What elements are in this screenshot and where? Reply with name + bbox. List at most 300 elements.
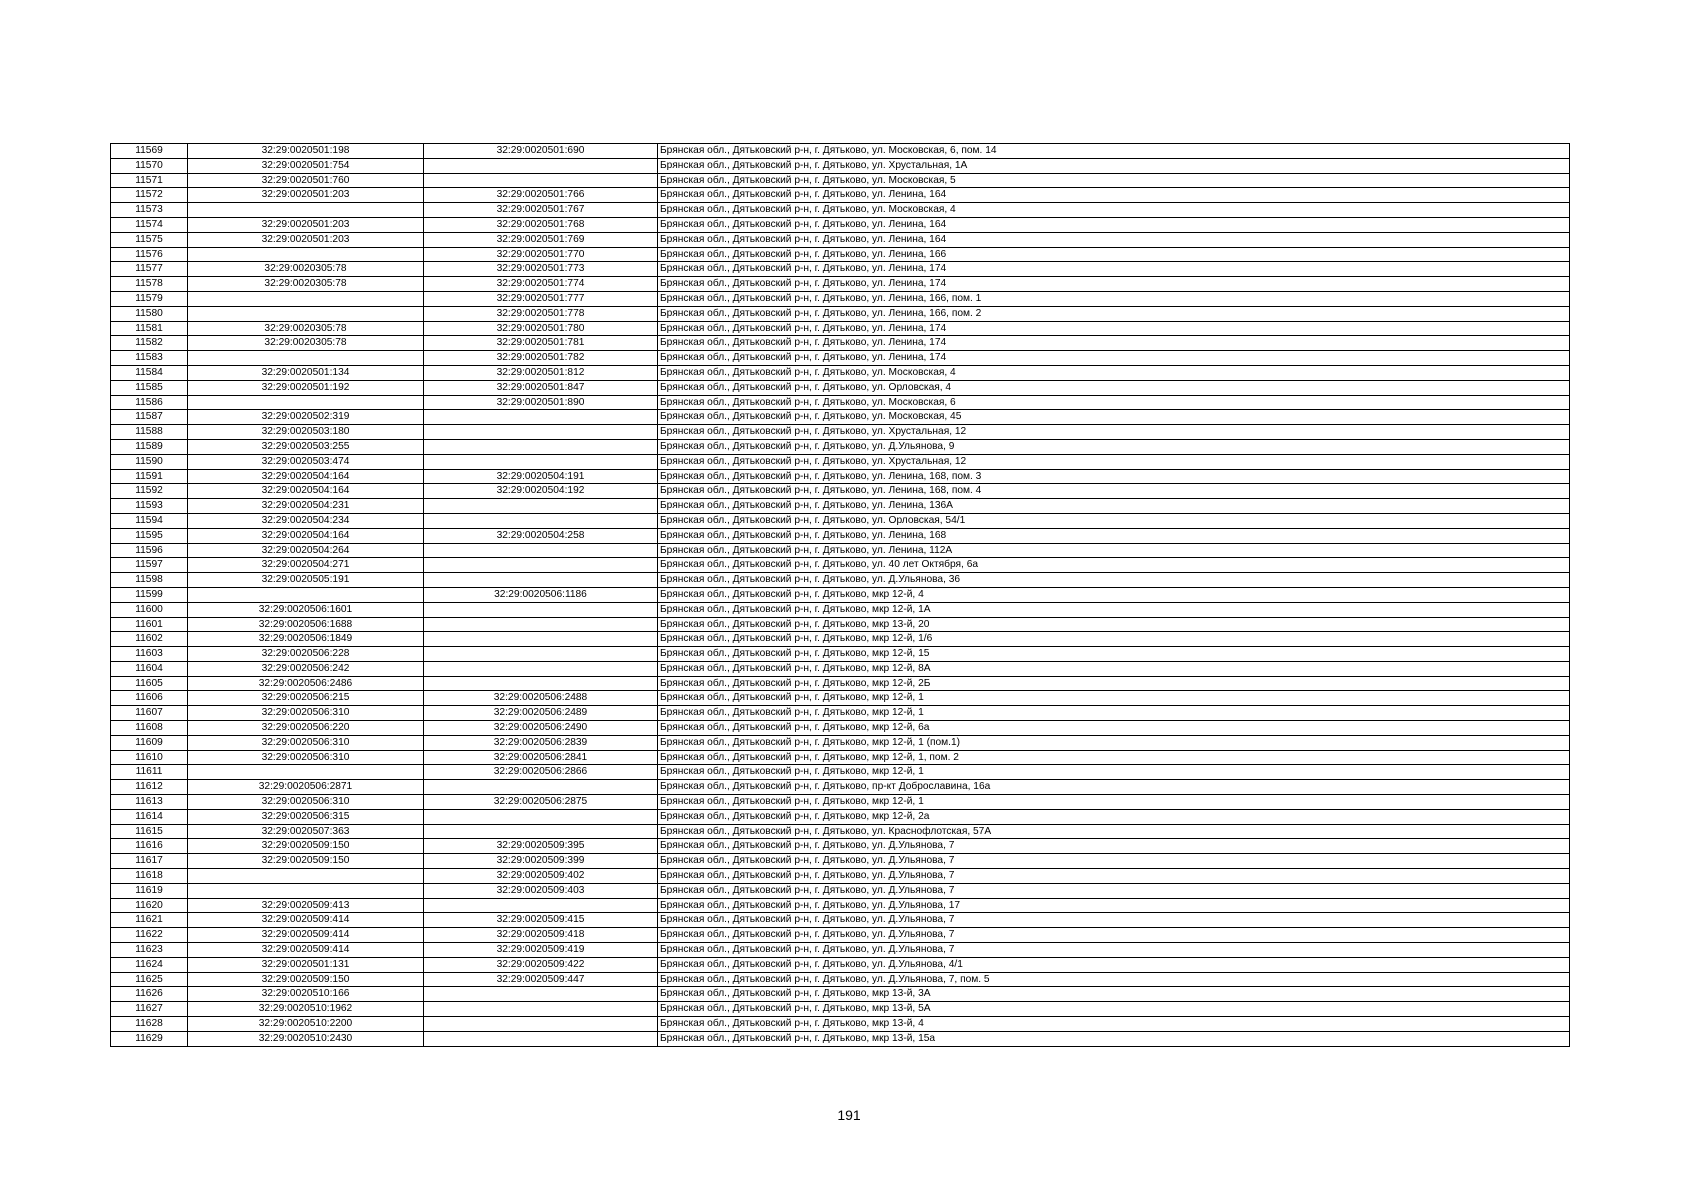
table-row [111,469,1570,484]
cadastral-number-object-cell: 32:29:0020504:192 [424,484,658,499]
table-row [111,188,1570,203]
row-number-cell: 11615 [111,824,188,839]
row-number-cell: 11606 [111,691,188,706]
address-cell: Брянская обл., Дятьковский р-н, г. Дятьково, мкр 13-й, 3А [658,987,1570,1002]
row-number-cell: 11574 [111,217,188,232]
cadastral-number-object-cell [424,632,658,647]
address-cell: Брянская обл., Дятьковский р-н, г. Дятьково, мкр 12-й, 1 [658,706,1570,721]
address-cell: Брянская обл., Дятьковский р-н, г. Дятьково, мкр 12-й, 1 (пом.1) [658,735,1570,750]
row-number-cell: 11580 [111,306,188,321]
table-row [111,573,1570,588]
cadastral-number-object-cell: 32:29:0020501:774 [424,277,658,292]
table-row [111,425,1570,440]
cadastral-number-object-cell [424,661,658,676]
row-number-cell: 11579 [111,291,188,306]
cadastral-number-parcel-cell: 32:29:0020504:164 [188,484,424,499]
table-row [111,706,1570,721]
row-number-cell: 11616 [111,839,188,854]
table-row [111,395,1570,410]
cadastral-number-object-cell [424,1017,658,1032]
cadastral-number-object-cell: 32:29:0020501:890 [424,395,658,410]
address-cell: Брянская обл., Дятьковский р-н, г. Дятьково, ул. Московская, 5 [658,173,1570,188]
cadastral-number-parcel-cell: 32:29:0020506:310 [188,706,424,721]
cadastral-number-object-cell: 32:29:0020504:258 [424,528,658,543]
address-cell: Брянская обл., Дятьковский р-н, г. Дятьково, ул. Д.Ульянова, 7 [658,854,1570,869]
cadastral-number-object-cell [424,513,658,528]
table-row [111,661,1570,676]
row-number-cell: 11600 [111,602,188,617]
cadastral-number-object-cell: 32:29:0020501:778 [424,306,658,321]
cadastral-number-parcel-cell: 32:29:0020510:2200 [188,1017,424,1032]
table-row [111,883,1570,898]
table-row [111,780,1570,795]
cadastral-number-object-cell: 32:29:0020509:447 [424,972,658,987]
row-number-cell: 11629 [111,1031,188,1046]
cadastral-number-parcel-cell [188,291,424,306]
cadastral-number-object-cell: 32:29:0020501:847 [424,380,658,395]
row-number-cell: 11620 [111,898,188,913]
address-cell: Брянская обл., Дятьковский р-н, г. Дятьково, ул. Д.Ульянова, 7 [658,883,1570,898]
cadastral-number-parcel-cell: 32:29:0020506:2871 [188,780,424,795]
cadastral-number-parcel-cell: 32:29:0020509:414 [188,928,424,943]
table-row [111,972,1570,987]
cadastral-number-parcel-cell: 32:29:0020501:134 [188,365,424,380]
cadastral-number-parcel-cell: 32:29:0020501:131 [188,957,424,972]
page-number: 191 [837,1107,861,1123]
cadastral-number-parcel-cell: 32:29:0020506:215 [188,691,424,706]
cadastral-number-object-cell [424,499,658,514]
address-cell: Брянская обл., Дятьковский р-н, г. Дятьково, ул. Ленина, 112А [658,543,1570,558]
cadastral-number-parcel-cell: 32:29:0020501:203 [188,188,424,203]
table-row [111,232,1570,247]
table-row [111,617,1570,632]
row-number-cell: 11595 [111,528,188,543]
address-cell: Брянская обл., Дятьковский р-н, г. Дятьково, ул. Д.Ульянова, 7 [658,928,1570,943]
cadastral-number-object-cell: 32:29:0020506:2490 [424,721,658,736]
cadastral-number-parcel-cell: 32:29:0020504:234 [188,513,424,528]
address-cell: Брянская обл., Дятьковский р-н, г. Дятьково, мкр 12-й, 1 [658,795,1570,810]
row-number-cell: 11607 [111,706,188,721]
cadastral-number-object-cell: 32:29:0020509:395 [424,839,658,854]
table-row [111,277,1570,292]
address-cell: Брянская обл., Дятьковский р-н, г. Дятьково, ул. Московская, 4 [658,203,1570,218]
cadastral-number-parcel-cell: 32:29:0020501:198 [188,144,424,159]
row-number-cell: 11594 [111,513,188,528]
address-cell: Брянская обл., Дятьковский р-н, г. Дятьково, ул. Ленина, 168, пом. 3 [658,469,1570,484]
cadastral-number-object-cell [424,558,658,573]
address-cell: Брянская обл., Дятьковский р-н, г. Дятьково, ул. Д.Ульянова, 9 [658,439,1570,454]
row-number-cell: 11592 [111,484,188,499]
row-number-cell: 11613 [111,795,188,810]
table-row [111,795,1570,810]
row-number-cell: 11626 [111,987,188,1002]
table-row [111,543,1570,558]
cadastral-number-object-cell [424,173,658,188]
row-number-cell: 11586 [111,395,188,410]
address-cell: Брянская обл., Дятьковский р-н, г. Дятьково, ул. Ленина, 168 [658,528,1570,543]
address-cell: Брянская обл., Дятьковский р-н, г. Дятьково, ул. Д.Ульянова, 7 [658,943,1570,958]
cadastral-number-object-cell [424,602,658,617]
cadastral-number-parcel-cell: 32:29:0020506:310 [188,735,424,750]
row-number-cell: 11591 [111,469,188,484]
registry-table-body [111,144,1570,1047]
cadastral-number-parcel-cell: 32:29:0020506:310 [188,750,424,765]
address-cell: Брянская обл., Дятьковский р-н, г. Дятьково, ул. Хрустальная, 1А [658,158,1570,173]
table-row [111,898,1570,913]
address-cell: Брянская обл., Дятьковский р-н, г. Дятьково, пр-кт Доброславина, 16а [658,780,1570,795]
table-row [111,824,1570,839]
address-cell: Брянская обл., Дятьковский р-н, г. Дятьково, мкр 12-й, 1/6 [658,632,1570,647]
row-number-cell: 11622 [111,928,188,943]
cadastral-number-object-cell [424,647,658,662]
cadastral-number-object-cell: 32:29:0020501:766 [424,188,658,203]
table-row [111,1017,1570,1032]
cadastral-number-object-cell [424,1002,658,1017]
cadastral-number-parcel-cell: 32:29:0020509:413 [188,898,424,913]
cadastral-number-object-cell: 32:29:0020509:419 [424,943,658,958]
table-row [111,765,1570,780]
cadastral-number-object-cell [424,780,658,795]
cadastral-number-object-cell: 32:29:0020506:2841 [424,750,658,765]
cadastral-number-parcel-cell: 32:29:0020503:180 [188,425,424,440]
table-row [111,869,1570,884]
table-row [111,928,1570,943]
row-number-cell: 11601 [111,617,188,632]
cadastral-number-parcel-cell [188,306,424,321]
cadastral-number-parcel-cell [188,869,424,884]
cadastral-number-object-cell: 32:29:0020506:2839 [424,735,658,750]
table-row [111,809,1570,824]
cadastral-number-parcel-cell: 32:29:0020501:203 [188,217,424,232]
cadastral-number-parcel-cell: 32:29:0020503:474 [188,454,424,469]
address-cell: Брянская обл., Дятьковский р-н, г. Дятьково, ул. Краснофлотская, 57А [658,824,1570,839]
address-cell: Брянская обл., Дятьковский р-н, г. Дятьково, ул. 40 лет Октября, 6а [658,558,1570,573]
cadastral-number-parcel-cell [188,587,424,602]
table-row [111,262,1570,277]
row-number-cell: 11582 [111,336,188,351]
table-row [111,306,1570,321]
address-cell: Брянская обл., Дятьковский р-н, г. Дятьково, ул. Ленина, 168, пом. 4 [658,484,1570,499]
row-number-cell: 11596 [111,543,188,558]
row-number-cell: 11603 [111,647,188,662]
address-cell: Брянская обл., Дятьковский р-н, г. Дятьково, ул. Ленина, 166 [658,247,1570,262]
cadastral-number-parcel-cell: 32:29:0020305:78 [188,262,424,277]
address-cell: Брянская обл., Дятьковский р-н, г. Дятьково, мкр 13-й, 4 [658,1017,1570,1032]
table-row [111,587,1570,602]
address-cell: Брянская обл., Дятьковский р-н, г. Дятьково, мкр 13-й, 20 [658,617,1570,632]
table-row [111,291,1570,306]
address-cell: Брянская обл., Дятьковский р-н, г. Дятьково, ул. Ленина, 166, пом. 2 [658,306,1570,321]
address-cell: Брянская обл., Дятьковский р-н, г. Дятьково, мкр 12-й, 1, пом. 2 [658,750,1570,765]
cadastral-number-object-cell [424,617,658,632]
cadastral-number-parcel-cell: 32:29:0020501:192 [188,380,424,395]
table-row [111,735,1570,750]
address-cell: Брянская обл., Дятьковский р-н, г. Дятьково, мкр 12-й, 15 [658,647,1570,662]
cadastral-number-object-cell [424,454,658,469]
table-row [111,351,1570,366]
cadastral-number-parcel-cell: 32:29:0020305:78 [188,321,424,336]
table-row [111,321,1570,336]
address-cell: Брянская обл., Дятьковский р-н, г. Дятьково, ул. Д.Ульянова, 7 [658,913,1570,928]
address-cell: Брянская обл., Дятьковский р-н, г. Дятьково, ул. Ленина, 174 [658,336,1570,351]
table-row [111,365,1570,380]
cadastral-number-object-cell [424,676,658,691]
cadastral-number-parcel-cell: 32:29:0020506:315 [188,809,424,824]
row-number-cell: 11569 [111,144,188,159]
cadastral-number-object-cell: 32:29:0020501:781 [424,336,658,351]
row-number-cell: 11578 [111,277,188,292]
table-row [111,217,1570,232]
table-row [111,647,1570,662]
row-number-cell: 11598 [111,573,188,588]
table-row [111,691,1570,706]
cadastral-number-parcel-cell: 32:29:0020509:150 [188,854,424,869]
row-number-cell: 11573 [111,203,188,218]
row-number-cell: 11614 [111,809,188,824]
cadastral-number-parcel-cell: 32:29:0020503:255 [188,439,424,454]
cadastral-number-parcel-cell [188,395,424,410]
row-number-cell: 11577 [111,262,188,277]
cadastral-number-parcel-cell: 32:29:0020507:363 [188,824,424,839]
table-row [111,854,1570,869]
table-row [111,158,1570,173]
table-row [111,750,1570,765]
row-number-cell: 11599 [111,587,188,602]
address-cell: Брянская обл., Дятьковский р-н, г. Дятьково, мкр 12-й, 6а [658,721,1570,736]
cadastral-number-parcel-cell [188,765,424,780]
row-number-cell: 11618 [111,869,188,884]
cadastral-number-object-cell: 32:29:0020504:191 [424,469,658,484]
table-row [111,499,1570,514]
table-row [111,247,1570,262]
row-number-cell: 11570 [111,158,188,173]
cadastral-number-parcel-cell: 32:29:0020506:1849 [188,632,424,647]
cadastral-number-object-cell: 32:29:0020501:812 [424,365,658,380]
cadastral-number-parcel-cell: 32:29:0020504:231 [188,499,424,514]
address-cell: Брянская обл., Дятьковский р-н, г. Дятьково, ул. Ленина, 174 [658,277,1570,292]
address-cell: Брянская обл., Дятьковский р-н, г. Дятьково, ул. Ленина, 174 [658,321,1570,336]
row-number-cell: 11588 [111,425,188,440]
cadastral-number-object-cell: 32:29:0020501:769 [424,232,658,247]
table-row [111,676,1570,691]
address-cell: Брянская обл., Дятьковский р-н, г. Дятьково, мкр 12-й, 1 [658,691,1570,706]
cadastral-number-parcel-cell: 32:29:0020506:310 [188,795,424,810]
address-cell: Брянская обл., Дятьковский р-н, г. Дятьково, ул. Орловская, 4 [658,380,1570,395]
cadastral-number-parcel-cell: 32:29:0020504:264 [188,543,424,558]
table-row [111,513,1570,528]
table-row [111,528,1570,543]
cadastral-number-parcel-cell: 32:29:0020504:164 [188,469,424,484]
table-row [111,632,1570,647]
row-number-cell: 11625 [111,972,188,987]
cadastral-number-object-cell: 32:29:0020509:399 [424,854,658,869]
row-number-cell: 11609 [111,735,188,750]
row-number-cell: 11624 [111,957,188,972]
cadastral-number-object-cell [424,425,658,440]
address-cell: Брянская обл., Дятьковский р-н, г. Дятьково, ул. Московская, 6, пом. 14 [658,144,1570,159]
address-cell: Брянская обл., Дятьковский р-н, г. Дятьково, ул. Д.Ульянова, 4/1 [658,957,1570,972]
cadastral-number-object-cell: 32:29:0020506:2875 [424,795,658,810]
row-number-cell: 11604 [111,661,188,676]
row-number-cell: 11593 [111,499,188,514]
address-cell: Брянская обл., Дятьковский р-н, г. Дятьково, ул. Ленина, 164 [658,217,1570,232]
cadastral-number-object-cell: 32:29:0020501:768 [424,217,658,232]
row-number-cell: 11611 [111,765,188,780]
cadastral-number-object-cell [424,1031,658,1046]
address-cell: Брянская обл., Дятьковский р-н, г. Дятьково, мкр 12-й, 1 [658,765,1570,780]
table-row [111,987,1570,1002]
cadastral-number-object-cell: 32:29:0020509:402 [424,869,658,884]
cadastral-number-parcel-cell: 32:29:0020501:760 [188,173,424,188]
address-cell: Брянская обл., Дятьковский р-н, г. Дятьково, ул. Ленина, 174 [658,351,1570,366]
address-cell: Брянская обл., Дятьковский р-н, г. Дятьково, мкр 12-й, 2а [658,809,1570,824]
row-number-cell: 11617 [111,854,188,869]
row-number-cell: 11581 [111,321,188,336]
address-cell: Брянская обл., Дятьковский р-н, г. Дятьково, мкр 13-й, 15а [658,1031,1570,1046]
table-row [111,1031,1570,1046]
cadastral-number-parcel-cell: 32:29:0020509:414 [188,913,424,928]
cadastral-number-parcel-cell: 32:29:0020506:1601 [188,602,424,617]
row-number-cell: 11605 [111,676,188,691]
row-number-cell: 11572 [111,188,188,203]
cadastral-number-object-cell: 32:29:0020501:690 [424,144,658,159]
table-row [111,410,1570,425]
cadastral-number-object-cell: 32:29:0020509:415 [424,913,658,928]
row-number-cell: 11628 [111,1017,188,1032]
cadastral-number-parcel-cell [188,203,424,218]
row-number-cell: 11597 [111,558,188,573]
cadastral-number-object-cell: 32:29:0020506:2866 [424,765,658,780]
cadastral-number-object-cell: 32:29:0020501:770 [424,247,658,262]
cadastral-number-parcel-cell: 32:29:0020506:220 [188,721,424,736]
registry-table [110,143,1570,1047]
row-number-cell: 11576 [111,247,188,262]
address-cell: Брянская обл., Дятьковский р-н, г. Дятьково, мкр 13-й, 5А [658,1002,1570,1017]
address-cell: Брянская обл., Дятьковский р-н, г. Дятьково, ул. Хрустальная, 12 [658,454,1570,469]
address-cell: Брянская обл., Дятьковский р-н, г. Дятьково, ул. Ленина, 166, пом. 1 [658,291,1570,306]
row-number-cell: 11621 [111,913,188,928]
address-cell: Брянская обл., Дятьковский р-н, г. Дятьково, ул. Д.Ульянова, 7 [658,869,1570,884]
table-row [111,173,1570,188]
cadastral-number-object-cell [424,410,658,425]
table-row [111,1002,1570,1017]
row-number-cell: 11610 [111,750,188,765]
cadastral-number-object-cell: 32:29:0020506:2489 [424,706,658,721]
cadastral-number-parcel-cell: 32:29:0020501:203 [188,232,424,247]
address-cell: Брянская обл., Дятьковский р-н, г. Дятьково, ул. Д.Ульянова, 17 [658,898,1570,913]
address-cell: Брянская обл., Дятьковский р-н, г. Дятьково, ул. Орловская, 54/1 [658,513,1570,528]
cadastral-number-parcel-cell: 32:29:0020506:2486 [188,676,424,691]
cadastral-number-parcel-cell: 32:29:0020502:319 [188,410,424,425]
cadastral-number-object-cell: 32:29:0020501:773 [424,262,658,277]
row-number-cell: 11623 [111,943,188,958]
table-row [111,203,1570,218]
row-number-cell: 11590 [111,454,188,469]
cadastral-number-object-cell: 32:29:0020509:422 [424,957,658,972]
table-row [111,957,1570,972]
cadastral-number-object-cell: 32:29:0020501:777 [424,291,658,306]
cadastral-number-object-cell [424,543,658,558]
cadastral-number-parcel-cell: 32:29:0020504:164 [188,528,424,543]
cadastral-number-parcel-cell: 32:29:0020509:150 [188,839,424,854]
table-row [111,943,1570,958]
row-number-cell: 11584 [111,365,188,380]
address-cell: Брянская обл., Дятьковский р-н, г. Дятьково, ул. Хрустальная, 12 [658,425,1570,440]
row-number-cell: 11608 [111,721,188,736]
cadastral-number-parcel-cell: 32:29:0020504:271 [188,558,424,573]
row-number-cell: 11585 [111,380,188,395]
cadastral-number-object-cell: 32:29:0020506:1186 [424,587,658,602]
cadastral-number-parcel-cell: 32:29:0020510:2430 [188,1031,424,1046]
address-cell: Брянская обл., Дятьковский р-н, г. Дятьково, ул. Московская, 45 [658,410,1570,425]
cadastral-number-parcel-cell: 32:29:0020505:191 [188,573,424,588]
cadastral-number-object-cell: 32:29:0020509:403 [424,883,658,898]
cadastral-number-object-cell [424,987,658,1002]
cadastral-number-object-cell [424,158,658,173]
address-cell: Брянская обл., Дятьковский р-н, г. Дятьково, ул. Ленина, 164 [658,188,1570,203]
cadastral-number-object-cell: 32:29:0020509:418 [424,928,658,943]
table-row [111,454,1570,469]
address-cell: Брянская обл., Дятьковский р-н, г. Дятьково, ул. Московская, 4 [658,365,1570,380]
address-cell: Брянская обл., Дятьковский р-н, г. Дятьково, мкр 12-й, 8А [658,661,1570,676]
cadastral-number-object-cell [424,439,658,454]
address-cell: Брянская обл., Дятьковский р-н, г. Дятьково, мкр 12-й, 1А [658,602,1570,617]
cadastral-number-parcel-cell: 32:29:0020305:78 [188,336,424,351]
table-row [111,336,1570,351]
table-row [111,439,1570,454]
cadastral-number-parcel-cell: 32:29:0020501:754 [188,158,424,173]
table-row [111,602,1570,617]
cadastral-number-parcel-cell: 32:29:0020509:150 [188,972,424,987]
cadastral-number-object-cell: 32:29:0020501:782 [424,351,658,366]
cadastral-number-object-cell [424,809,658,824]
cadastral-number-parcel-cell: 32:29:0020510:1962 [188,1002,424,1017]
row-number-cell: 11627 [111,1002,188,1017]
cadastral-number-object-cell [424,573,658,588]
row-number-cell: 11602 [111,632,188,647]
table-row [111,558,1570,573]
cadastral-number-parcel-cell: 32:29:0020509:414 [188,943,424,958]
table-row [111,839,1570,854]
cadastral-number-parcel-cell: 32:29:0020506:1688 [188,617,424,632]
cadastral-number-object-cell: 32:29:0020501:780 [424,321,658,336]
address-cell: Брянская обл., Дятьковский р-н, г. Дятьково, ул. Ленина, 164 [658,232,1570,247]
table-row [111,913,1570,928]
row-number-cell: 11589 [111,439,188,454]
address-cell: Брянская обл., Дятьковский р-н, г. Дятьково, мкр 12-й, 4 [658,587,1570,602]
address-cell: Брянская обл., Дятьковский р-н, г. Дятьково, ул. Московская, 6 [658,395,1570,410]
row-number-cell: 11587 [111,410,188,425]
cadastral-number-object-cell [424,824,658,839]
cadastral-number-parcel-cell: 32:29:0020305:78 [188,277,424,292]
cadastral-number-parcel-cell [188,883,424,898]
cadastral-number-parcel-cell [188,247,424,262]
table-row [111,484,1570,499]
cadastral-number-object-cell: 32:29:0020506:2488 [424,691,658,706]
table-row [111,721,1570,736]
address-cell: Брянская обл., Дятьковский р-н, г. Дятьково, мкр 12-й, 2Б [658,676,1570,691]
cadastral-number-parcel-cell: 32:29:0020510:166 [188,987,424,1002]
cadastral-number-object-cell [424,898,658,913]
address-cell: Брянская обл., Дятьковский р-н, г. Дятьково, ул. Д.Ульянова, 7 [658,839,1570,854]
row-number-cell: 11583 [111,351,188,366]
row-number-cell: 11575 [111,232,188,247]
cadastral-number-object-cell: 32:29:0020501:767 [424,203,658,218]
address-cell: Брянская обл., Дятьковский р-н, г. Дятьково, ул. Д.Ульянова, 7, пом. 5 [658,972,1570,987]
address-cell: Брянская обл., Дятьковский р-н, г. Дятьково, ул. Ленина, 136А [658,499,1570,514]
row-number-cell: 11571 [111,173,188,188]
row-number-cell: 11619 [111,883,188,898]
